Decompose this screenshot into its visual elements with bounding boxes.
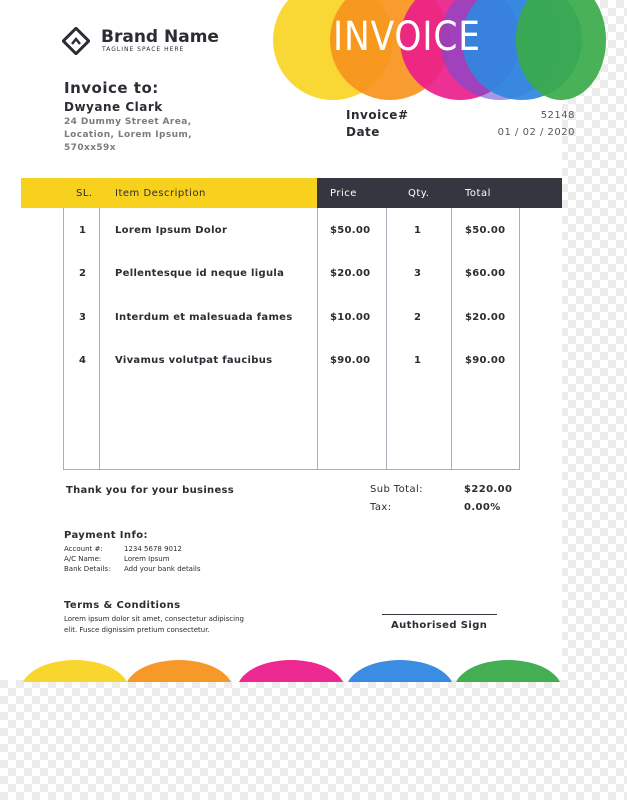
- client-address-line: Location, Lorem Ipsum,: [64, 130, 192, 140]
- brand-tagline: TAGLINE SPACE HERE: [102, 46, 185, 53]
- column-header-qty: Qty.: [408, 188, 430, 199]
- date-value: 01 / 02 / 2020: [497, 127, 575, 138]
- column-divider: [317, 208, 318, 470]
- account-name-value: Lorem Ipsum: [124, 555, 170, 563]
- column-divider: [451, 208, 452, 470]
- invoice-to-heading: Invoice to:: [64, 79, 159, 97]
- row-total: $20.00: [465, 312, 506, 323]
- signature-label: Authorised Sign: [391, 620, 488, 631]
- row-total: $60.00: [465, 268, 506, 279]
- invoice-number-label: Invoice#: [346, 108, 409, 122]
- terms-line: Lorem ipsum dolor sit amet, consectetur adipiscing: [64, 615, 244, 623]
- account-name-label: A/C Name:: [64, 555, 102, 563]
- column-header-total: Total: [465, 188, 491, 199]
- invoice-title: INVOICE: [333, 14, 481, 60]
- diamond-logo-icon: [62, 27, 90, 55]
- footer-arc-blue: [346, 660, 454, 682]
- client-address-line: 570xx59x: [64, 143, 116, 153]
- column-divider: [386, 208, 387, 470]
- row-description: Interdum et malesuada fames: [115, 312, 293, 323]
- column-header-sl: SL.: [76, 188, 93, 199]
- footer-arc-pink: [237, 660, 345, 682]
- row-qty: 2: [414, 312, 422, 323]
- client-address-line: 24 Dummy Street Area,: [64, 117, 192, 127]
- client-address: [64, 116, 192, 155]
- footer-arc-green: [454, 660, 562, 682]
- terms-text: [64, 614, 284, 636]
- invoice-number-value: 52148: [540, 110, 575, 121]
- row-price: $90.00: [330, 355, 371, 366]
- signature-line: [382, 614, 497, 615]
- row-qty: 1: [414, 355, 422, 366]
- terms-line: elit. Fusce dignissim pretium consectetur.: [64, 626, 210, 634]
- footer-arc-yellow: [21, 660, 129, 682]
- row-qty: 1: [414, 225, 422, 236]
- column-header-description: Item Description: [115, 188, 206, 199]
- subtotal-label: Sub Total:: [370, 484, 423, 495]
- row-sl: 3: [79, 312, 87, 323]
- row-description: Pellentesque id neque ligula: [115, 268, 285, 279]
- client-name: Dwyane Clark: [64, 100, 163, 114]
- account-number-label: Account #:: [64, 545, 103, 553]
- terms-title: Terms & Conditions: [64, 600, 181, 611]
- row-qty: 3: [414, 268, 422, 279]
- account-number-value: 1234 5678 9012: [124, 545, 182, 553]
- row-price: $10.00: [330, 312, 371, 323]
- row-sl: 4: [79, 355, 87, 366]
- thank-you-note: Thank you for your business: [66, 485, 235, 496]
- brand-name: Brand Name: [101, 27, 219, 47]
- bank-details-label: Bank Details:: [64, 565, 111, 573]
- footer-arc-orange: [125, 660, 233, 682]
- row-sl: 2: [79, 268, 87, 279]
- row-description: Lorem Ipsum Dolor: [115, 225, 228, 236]
- row-total: $90.00: [465, 355, 506, 366]
- date-label: Date: [346, 125, 380, 139]
- row-price: $50.00: [330, 225, 371, 236]
- payment-info-title: Payment Info:: [64, 530, 148, 541]
- subtotal-value: $220.00: [464, 484, 513, 495]
- bank-details-value: Add your bank details: [124, 565, 201, 573]
- column-divider: [99, 208, 100, 470]
- tax-label: Tax:: [370, 502, 392, 513]
- tax-value: 0.00%: [464, 502, 501, 513]
- row-sl: 1: [79, 225, 87, 236]
- row-description: Vivamus volutpat faucibus: [115, 355, 273, 366]
- row-total: $50.00: [465, 225, 506, 236]
- column-header-price: Price: [330, 188, 357, 199]
- footer-wave: [21, 660, 562, 682]
- row-price: $20.00: [330, 268, 371, 279]
